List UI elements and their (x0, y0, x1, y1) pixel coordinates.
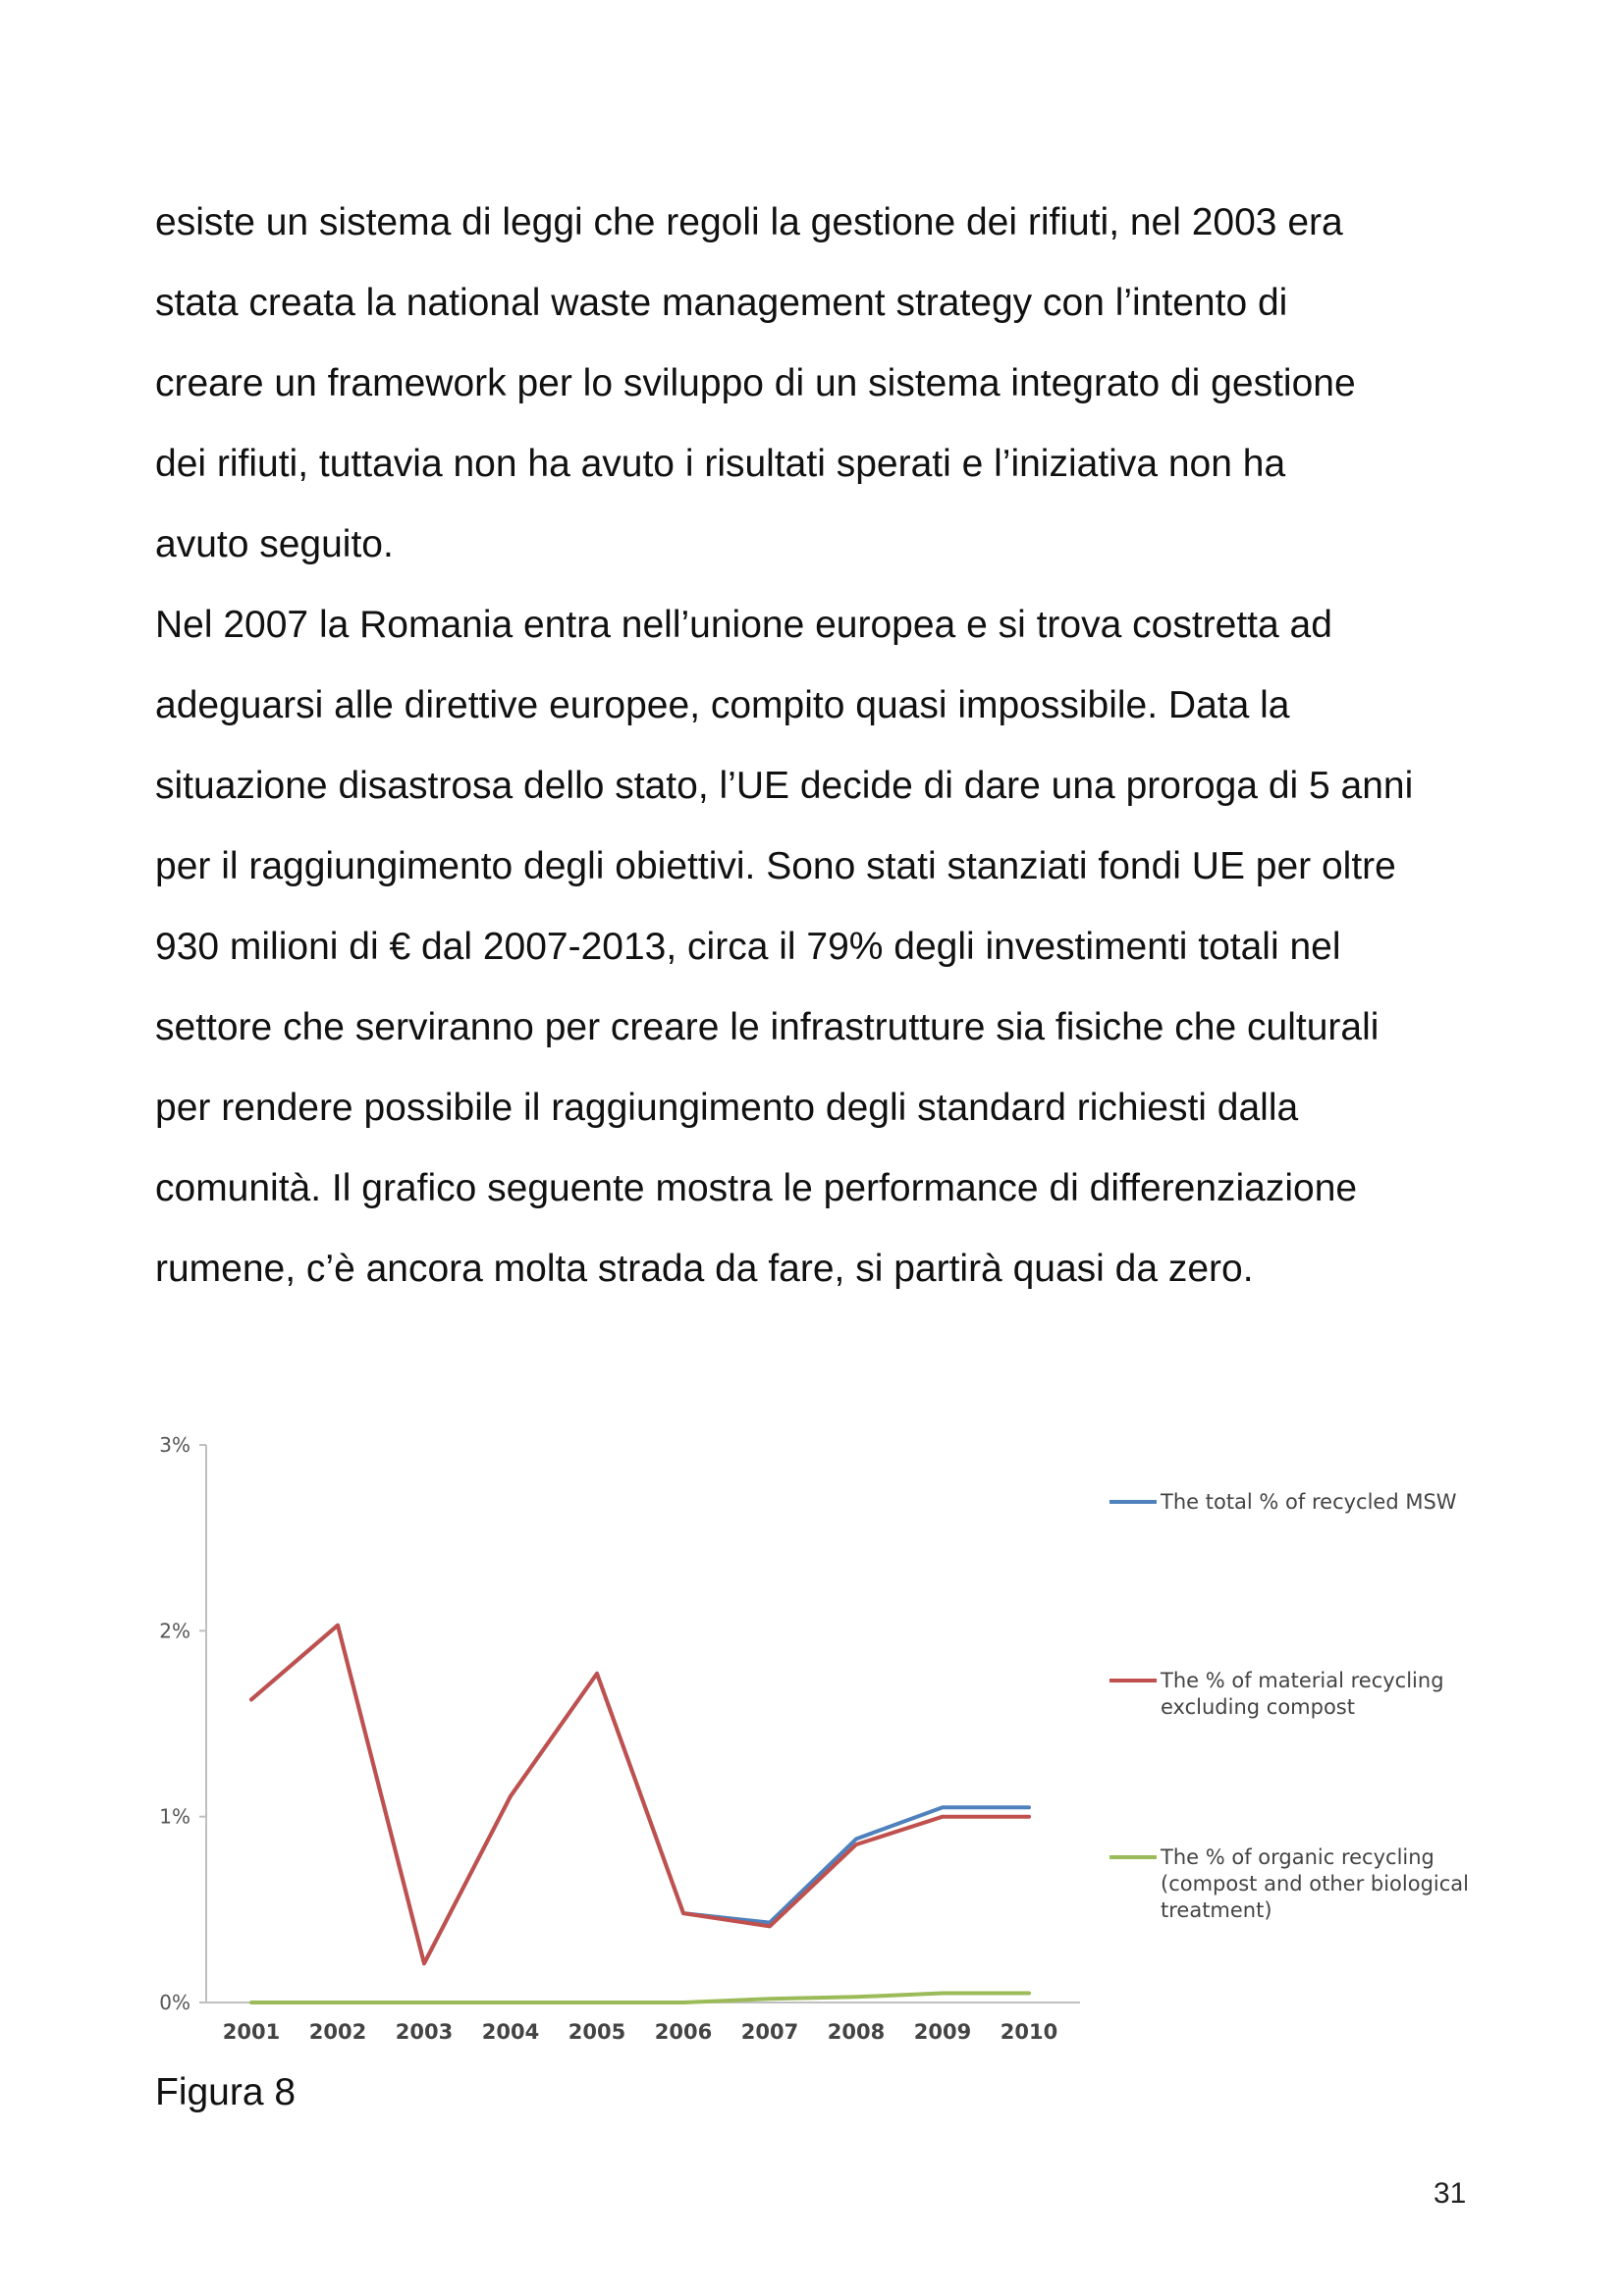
x-tick-label: 2010 (1000, 2020, 1058, 2044)
legend-label: The % of organic recycling (1161, 1845, 1434, 1869)
x-tick-label: 2007 (740, 2020, 799, 2044)
x-tick-label: 2002 (308, 2020, 367, 2044)
recycling-line-chart (137, 1423, 1492, 2061)
text-line: avuto seguito. (155, 523, 394, 565)
text-line: settore che serviranno per creare le infrastrutture sia fisiche che culturali (155, 1006, 1380, 1048)
y-tick-label: 0% (159, 1991, 190, 2014)
text-line: dei rifiuti, tuttavia non ha avuto i risultati sperati e l’iniziativa non ha (155, 443, 1286, 485)
text-line: creare un framework per lo sviluppo di un sistema integrato di gestione (155, 362, 1356, 404)
x-tick-label: 2009 (913, 2020, 972, 2044)
x-tick-label: 2001 (222, 2020, 281, 2044)
text-line: esiste un sistema di leggi che regoli la gestione dei rifiuti, nel 2003 era (155, 201, 1343, 243)
legend-label: (compost and other biological (1161, 1872, 1469, 1896)
legend-label: The % of material recycling (1161, 1669, 1444, 1692)
y-tick-label: 1% (159, 1804, 190, 1829)
figure-caption: Figura 8 (155, 2071, 297, 2113)
text-line: 930 milioni di € dal 2007-2013, circa il 79% degli investimenti totali nel (155, 926, 1341, 968)
x-tick-label: 2005 (568, 2020, 626, 2044)
text-line: rumene, c’è ancora molta strada da fare, si partirà quasi da zero. (155, 1248, 1254, 1290)
series-line (251, 1626, 1029, 1964)
text-line: comunità. Il grafico seguente mostra le performance di differenziazione (155, 1167, 1358, 1209)
x-tick-label: 2008 (827, 2020, 886, 2044)
x-tick-label: 2004 (481, 2020, 540, 2044)
text-line: Nel 2007 la Romania entra nell’unione europea e si trova costretta ad (155, 604, 1332, 646)
paragraph-1 (155, 183, 1530, 585)
x-tick-label: 2006 (654, 2020, 713, 2044)
legend-label: The total % of recycled MSW (1161, 1490, 1457, 1514)
paragraph-2 (155, 585, 1530, 1309)
y-tick-label: 2% (159, 1619, 190, 1643)
legend-label: excluding compost (1161, 1695, 1355, 1719)
text-line: per il raggiungimento degli obiettivi. Sono stati stanziati fondi UE per oltre (155, 845, 1396, 887)
text-line: situazione disastrosa dello stato, l’UE decide di dare una proroga di 5 anni (155, 765, 1414, 807)
legend-label: treatment) (1161, 1898, 1272, 1922)
text-line: stata creata la national waste management strategy con l’intento di (155, 282, 1288, 324)
series-line (251, 1994, 1029, 2003)
text-line: per rendere possibile il raggiungimento degli standard richiesti dalla (155, 1087, 1299, 1129)
x-tick-label: 2003 (395, 2020, 454, 2044)
page-number: 31 (1434, 2177, 1467, 2210)
y-tick-label: 3% (159, 1433, 190, 1457)
text-line: adeguarsi alle direttive europee, compito quasi impossibile. Data la (155, 684, 1290, 726)
